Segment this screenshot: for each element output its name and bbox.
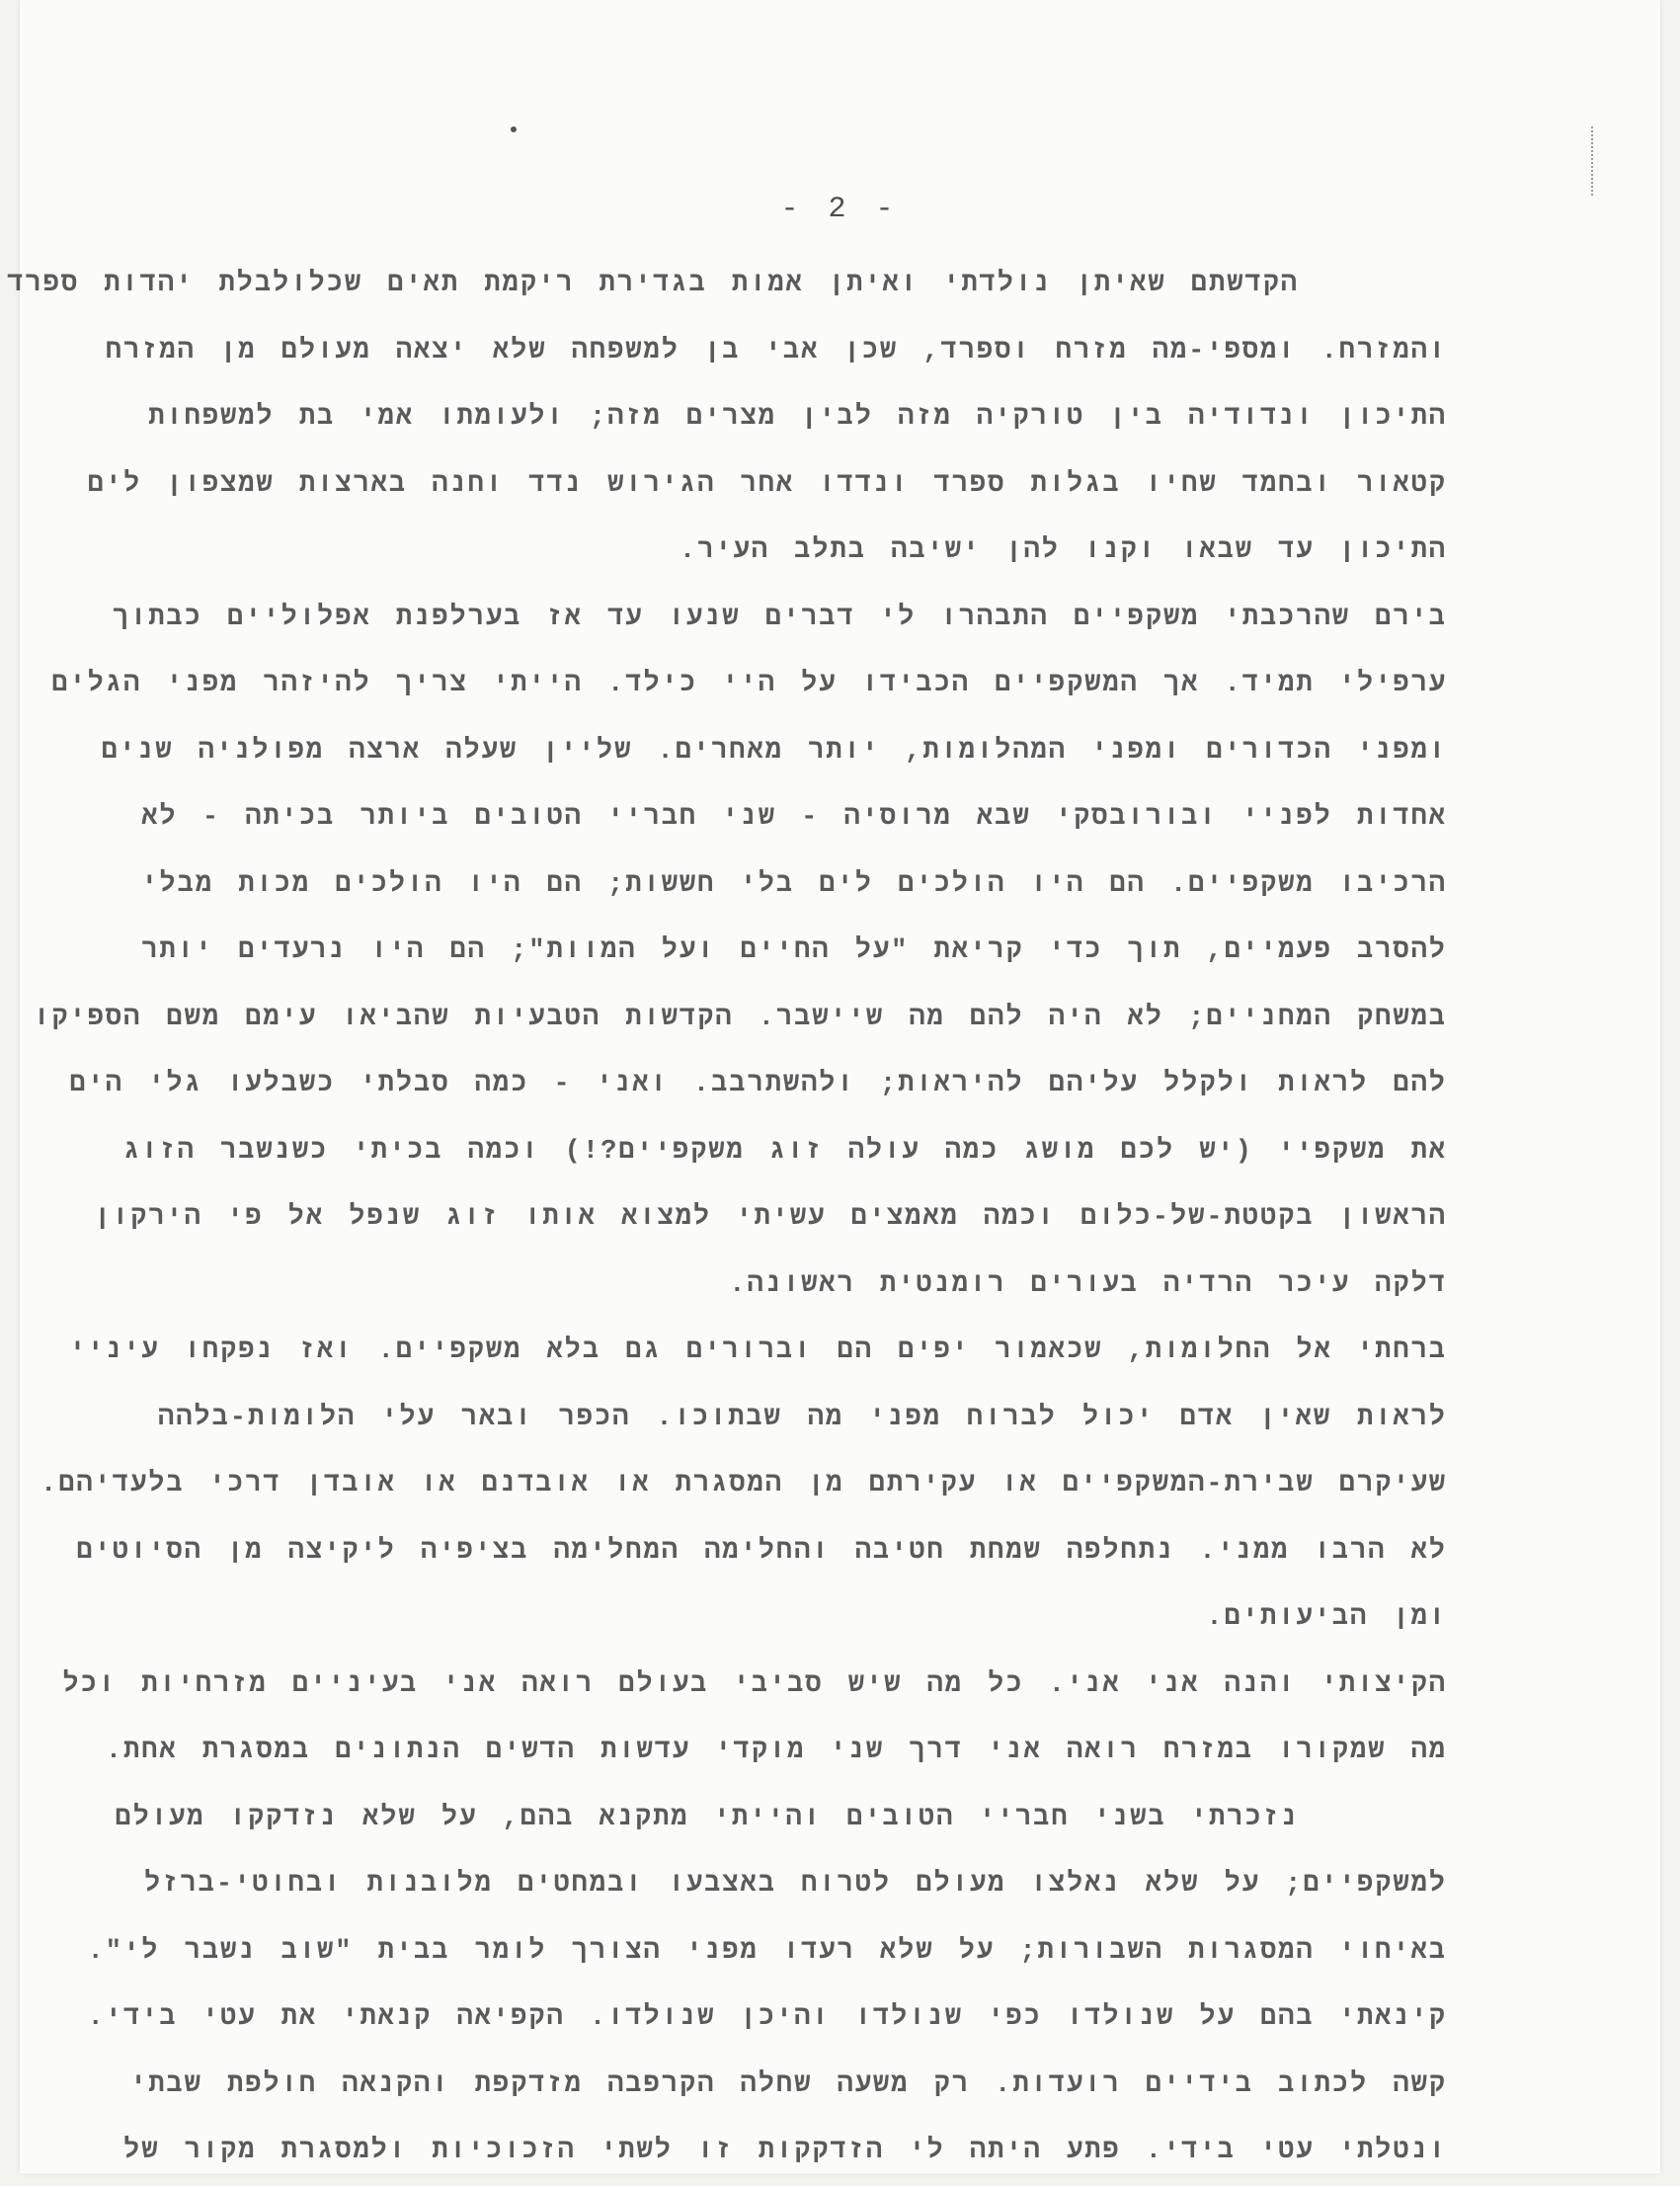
text-line: להסרב פעמיים, תוך כדי קריאת "על החיים ועל המוות"; הם היו נרעדים יותר <box>141 936 1447 966</box>
text-line: ערפילי תמיד. אך המשקפיים הכבידו על היי כילד. הייתי צריך להיזהר מפני הגלים <box>51 670 1447 699</box>
text-line: והמזרח. ומספי-מה מזרח וספרד, שכן אבי בן למשפחה שלא יצאה מעולם מן המזרח <box>105 336 1447 366</box>
text-line: התיכון עד שבאו וקנו להן ישיבה בתלב העיר. <box>679 536 1447 566</box>
page-number: - 2 - <box>780 193 900 226</box>
text-line: נזכרתי בשני חבריי הטובים והייתי מתקנא בהם, על שלא נזדקקו מעולם <box>115 1803 1299 1833</box>
text-line: לא הרבו ממני. נתחלפה שמחת חטיבה והחלימה המחלימה בציפיה ליקיצה מן הסיוטים <box>76 1536 1447 1567</box>
text-line: דלקה עיכר הרדיה בעורים רומנטית ראשונה. <box>729 1269 1447 1300</box>
text-line: קשה לכתוב בידיים רועדות. רק משעה שחלה הקרפבה מזדקפת והקנאה חולפת שבתי <box>130 2069 1447 2100</box>
body-text <box>7 252 1447 2186</box>
text-line: ברחתי אל החלומות, שכאמור יפים הם וברורים גם בלא משקפיים. ואז נפקחו עיניי <box>69 1336 1447 1366</box>
text-line: אחדות לפניי ובורובסקי שבא מרוסיה - שני חבריי הטובים ביותר בכיתה - לא <box>141 803 1447 833</box>
text-line: את משקפיי (יש לכם מושג כמה עולה זוג משקפיים?!) וכמה בכיתי כשנשבר הזוג <box>123 1136 1447 1167</box>
text-line: קינאתי בהם על שנולדו כפי שנולדו והיכן שנולדו. הקפיאה קנאתי את עטי בידי. <box>87 2003 1447 2033</box>
text-line: הקיצותי והנה אני אני. כל מה שיש סביבי בעולם רואה אני בעיניים מזרחיות וכל <box>62 1669 1447 1700</box>
text-line: לראות שאין אדם יכול לברוח מפני מה שבתוכו. הכפר ובאר עלי הלומות-בלהה <box>158 1403 1447 1433</box>
text-line: שעיקרם שבירת-המשקפיים או עקירתם מן המסגרת או אובדנם או אובדן דרכי בלעדיהם. <box>40 1470 1447 1499</box>
text-line: הקדשתם שאיתן נולדתי ואיתן אמות בגדירת ריקמת תאים שכלולבלת יהדות ספרד <box>7 270 1299 299</box>
text-line: ומן הביעותים. <box>1206 1603 1447 1633</box>
document-page <box>7 0 1660 2173</box>
text-line: במשחק המחניים; לא היה להם מה שיישבר. הקדשות הטבעיות שהביאו עימם משם הספיקו <box>34 1003 1447 1033</box>
ink-speck <box>511 126 517 132</box>
margin-mark <box>1591 126 1603 196</box>
text-line: למשקפיים; על שלא נאלצו מעולם לטרוח באצבעו ובמחטים מלובנות ובחוטי-ברזל <box>144 1870 1447 1900</box>
text-line: מה שמקורו במזרח רואה אני דרך שני מוקדי עדשות הדשים הנתונים במסגרת אחת. <box>105 1737 1447 1766</box>
text-line: ומפני הכדורים ומפני המהלומות, יותר מאחרים. שליין שעלה ארצה מפולניה שנים <box>101 736 1447 767</box>
text-line: ונטלתי עטי בידי. פתע היתה לי הזדקקות זו לשתי הזכוכיות ולמסגרת מקור של <box>123 2137 1447 2166</box>
text-line: התיכון ונדודיה בין טורקיה מזה לבין מצרים מזה; ולעומתו אמי בת למשפחות <box>148 403 1447 433</box>
text-line: הרכיבו משקפיים. הם היו הולכים לים בלי חששות; הם היו הולכים מכות מבלי <box>141 869 1447 900</box>
text-line: בירם שהרכבתי משקפיים התבהרו לי דברים שנעו עד אז בערלפנת אפלוליים כבתוך <box>112 603 1447 633</box>
text-line: להם לראות ולקלל עליהם להיראות; ולהשתרבב. ואני - כמה סבלתי כשבלעו גלי הים <box>69 1070 1447 1099</box>
text-line: באיחוי המסגרות השבורות; על שלא רעדו מפני הצורך לומר בבית "שוב נשבר לי". <box>87 1936 1447 1967</box>
text-line: קטאור ובחמד שחיו בגלות ספרד ונדדו אחר הגירוש נדד וחנה בארצות שמצפון לים <box>87 469 1447 500</box>
text-line: הראשון בקטטת-של-כלום וכמה מאמצים עשיתי למצוא אותו זוג שנפל אל פי הירקון <box>94 1203 1447 1233</box>
